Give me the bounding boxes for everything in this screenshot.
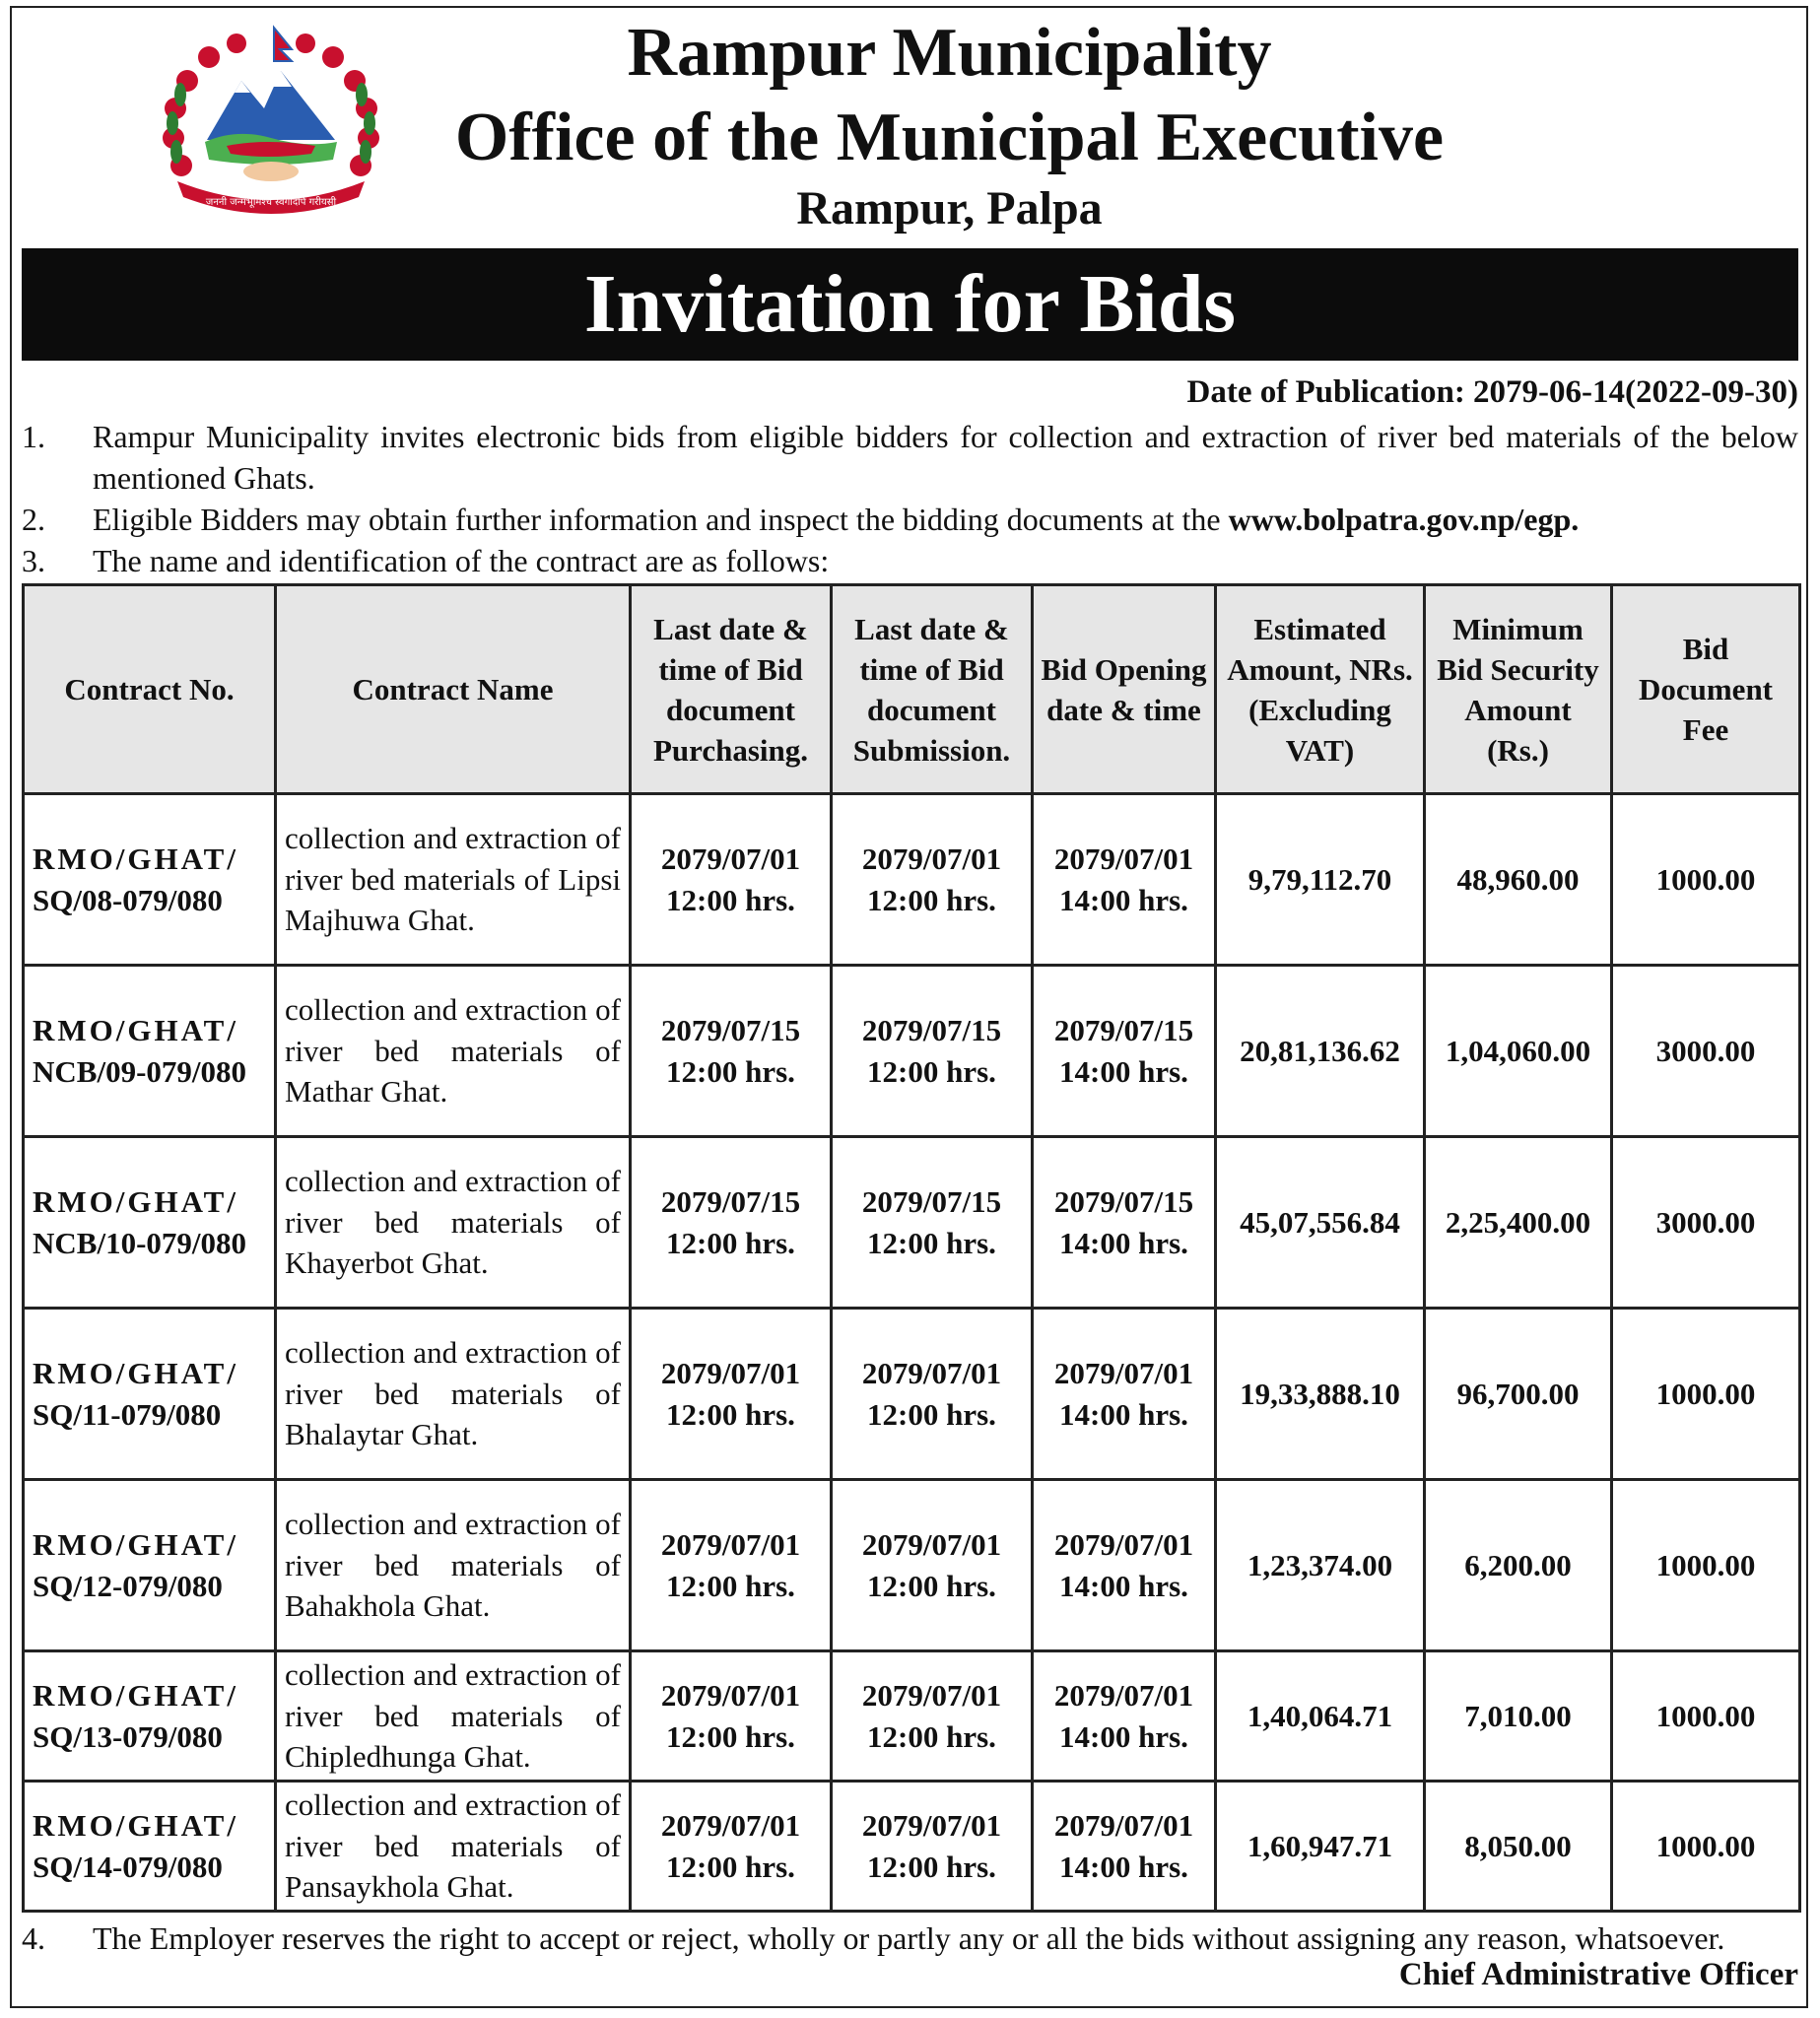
opening-date-cell: 2079/07/01 14:00 hrs. xyxy=(1033,1651,1216,1782)
paragraph-4 xyxy=(22,1917,1798,1959)
bid-security-cell: 2,25,400.00 xyxy=(1425,1137,1612,1309)
bid-security-cell: 7,010.00 xyxy=(1425,1651,1612,1782)
submission-deadline-cell: 2079/07/15 12:00 hrs. xyxy=(832,966,1033,1137)
document-fee-cell: 1000.00 xyxy=(1612,1309,1800,1480)
notice-title-banner: Invitation for Bids xyxy=(22,248,1798,361)
header-opening-date: Bid Opening date & time xyxy=(1033,585,1216,794)
opening-date-cell: 2079/07/15 14:00 hrs. xyxy=(1033,1137,1216,1309)
submission-deadline-cell: 2079/07/01 12:00 hrs. xyxy=(832,794,1033,966)
bid-security-cell: 96,700.00 xyxy=(1425,1309,1612,1480)
office-location: Rampur, Palpa xyxy=(796,182,1103,235)
office-name: Office of the Municipal Executive xyxy=(454,100,1445,175)
paragraph-number: 1. xyxy=(22,419,45,454)
document-fee-cell: 1000.00 xyxy=(1612,794,1800,966)
header-document-fee: Bid Document Fee xyxy=(1612,585,1800,794)
contract-no-cell: RMO/GHAT/ SQ/08-079/080 xyxy=(24,794,276,966)
purchase-deadline-cell: 2079/07/15 12:00 hrs. xyxy=(631,966,832,1137)
table-row xyxy=(24,1309,1800,1480)
opening-date-cell: 2079/07/01 14:00 hrs. xyxy=(1033,794,1216,966)
estimated-amount-cell: 1,23,374.00 xyxy=(1216,1480,1425,1651)
paragraph-3 xyxy=(22,540,1798,581)
purchase-deadline-cell: 2079/07/01 12:00 hrs. xyxy=(631,1480,832,1651)
purchase-deadline-cell: 2079/07/15 12:00 hrs. xyxy=(631,1137,832,1309)
contract-name-cell: collection and extraction of river bed materials of Pansaykhola Ghat. xyxy=(276,1782,631,1912)
header-submission-deadline: Last date & time of Bid document Submission. xyxy=(832,585,1033,794)
org-name: Rampur Municipality xyxy=(627,15,1272,91)
bid-security-cell: 1,04,060.00 xyxy=(1425,966,1612,1137)
document-fee-cell: 1000.00 xyxy=(1612,1480,1800,1651)
paragraph-number: 3. xyxy=(22,543,45,578)
table-row xyxy=(24,1137,1800,1309)
submission-deadline-cell: 2079/07/01 12:00 hrs. xyxy=(832,1782,1033,1912)
table-row xyxy=(24,966,1800,1137)
publication-date: Date of Publication: 2079-06-14(2022-09-30) xyxy=(1186,374,1798,410)
bid-security-cell: 48,960.00 xyxy=(1425,794,1612,966)
estimated-amount-cell: 45,07,556.84 xyxy=(1216,1137,1425,1309)
contracts-table xyxy=(22,583,1801,1913)
opening-date-cell: 2079/07/01 14:00 hrs. xyxy=(1033,1309,1216,1480)
contract-name-cell: collection and extraction of river bed materials of Bhalaytar Ghat. xyxy=(276,1309,631,1480)
contract-name-cell: collection and extraction of river bed materials of Lipsi Majhuwa Ghat. xyxy=(276,794,631,966)
estimated-amount-cell: 1,40,064.71 xyxy=(1216,1651,1425,1782)
paragraph-2 xyxy=(22,499,1798,540)
signatory-title: Chief Administrative Officer xyxy=(1398,1957,1798,1992)
table-header-row xyxy=(24,585,1800,794)
estimated-amount-cell: 1,60,947.71 xyxy=(1216,1782,1425,1912)
egp-link[interactable]: www.bolpatra.gov.np/egp. xyxy=(1228,502,1580,537)
bid-security-cell: 8,050.00 xyxy=(1425,1782,1612,1912)
table-row xyxy=(24,794,1800,966)
contract-name-cell: collection and extraction of river bed materials of Bahakhola Ghat. xyxy=(276,1480,631,1651)
paragraph-1 xyxy=(22,416,1798,499)
contract-name-cell: collection and extraction of river bed materials of Khayerbot Ghat. xyxy=(276,1137,631,1309)
document-fee-cell: 1000.00 xyxy=(1612,1651,1800,1782)
paragraph-number: 4. xyxy=(22,1920,45,1956)
header-bid-security: Minimum Bid Security Amount (Rs.) xyxy=(1425,585,1612,794)
estimated-amount-cell: 20,81,136.62 xyxy=(1216,966,1425,1137)
table-row xyxy=(24,1782,1800,1912)
bid-security-cell: 6,200.00 xyxy=(1425,1480,1612,1651)
header-contract-no: Contract No. xyxy=(24,585,276,794)
submission-deadline-cell: 2079/07/01 12:00 hrs. xyxy=(832,1651,1033,1782)
paragraph-text: The Employer reserves the right to accept or reject, wholly or partly any or all the bids without assigning any reason, whatsoever. xyxy=(93,1920,1725,1956)
document-fee-cell: 1000.00 xyxy=(1612,1782,1800,1912)
purchase-deadline-cell: 2079/07/01 12:00 hrs. xyxy=(631,794,832,966)
purchase-deadline-cell: 2079/07/01 12:00 hrs. xyxy=(631,1782,832,1912)
submission-deadline-cell: 2079/07/01 12:00 hrs. xyxy=(832,1480,1033,1651)
paragraph-number: 2. xyxy=(22,502,45,537)
table-row xyxy=(24,1480,1800,1651)
contract-no-cell: RMO/GHAT/ NCB/09-079/080 xyxy=(24,966,276,1137)
paragraph-text: Eligible Bidders may obtain further information and inspect the bidding documents at the xyxy=(93,502,1229,537)
table-row xyxy=(24,1651,1800,1782)
contract-no-cell: RMO/GHAT/ NCB/10-079/080 xyxy=(24,1137,276,1309)
header-contract-name: Contract Name xyxy=(276,585,631,794)
contract-no-cell: RMO/GHAT/ SQ/11-079/080 xyxy=(24,1309,276,1480)
contract-name-cell: collection and extraction of river bed materials of Mathar Ghat. xyxy=(276,966,631,1137)
opening-date-cell: 2079/07/01 14:00 hrs. xyxy=(1033,1782,1216,1912)
purchase-deadline-cell: 2079/07/01 12:00 hrs. xyxy=(631,1651,832,1782)
contract-name-cell: collection and extraction of river bed materials of Chipledhunga Ghat. xyxy=(276,1651,631,1782)
paragraph-text: The name and identification of the contract are as follows: xyxy=(93,543,830,578)
svg-text:जननी जन्मभूमिश्च स्वर्गादपि गर: जननी जन्मभूमिश्च स्वर्गादपि गरीयसी xyxy=(205,197,337,208)
opening-date-cell: 2079/07/15 14:00 hrs. xyxy=(1033,966,1216,1137)
document-fee-cell: 3000.00 xyxy=(1612,966,1800,1137)
estimated-amount-cell: 19,33,888.10 xyxy=(1216,1309,1425,1480)
contract-no-cell: RMO/GHAT/ SQ/14-079/080 xyxy=(24,1782,276,1912)
purchase-deadline-cell: 2079/07/01 12:00 hrs. xyxy=(631,1309,832,1480)
document-fee-cell: 3000.00 xyxy=(1612,1137,1800,1309)
header-purchase-deadline: Last date & time of Bid document Purchasing. xyxy=(631,585,832,794)
opening-date-cell: 2079/07/01 14:00 hrs. xyxy=(1033,1480,1216,1651)
submission-deadline-cell: 2079/07/01 12:00 hrs. xyxy=(832,1309,1033,1480)
submission-deadline-cell: 2079/07/15 12:00 hrs. xyxy=(832,1137,1033,1309)
paragraph-text: Rampur Municipality invites electronic bids from eligible bidders for collection and extraction of river bed materials of the below mentioned Ghats. xyxy=(93,419,1798,496)
estimated-amount-cell: 9,79,112.70 xyxy=(1216,794,1425,966)
contract-no-cell: RMO/GHAT/ SQ/13-079/080 xyxy=(24,1651,276,1782)
contract-no-cell: RMO/GHAT/ SQ/12-079/080 xyxy=(24,1480,276,1651)
header-estimated-amount: Estimated Amount, NRs. (Excluding VAT) xyxy=(1216,585,1425,794)
